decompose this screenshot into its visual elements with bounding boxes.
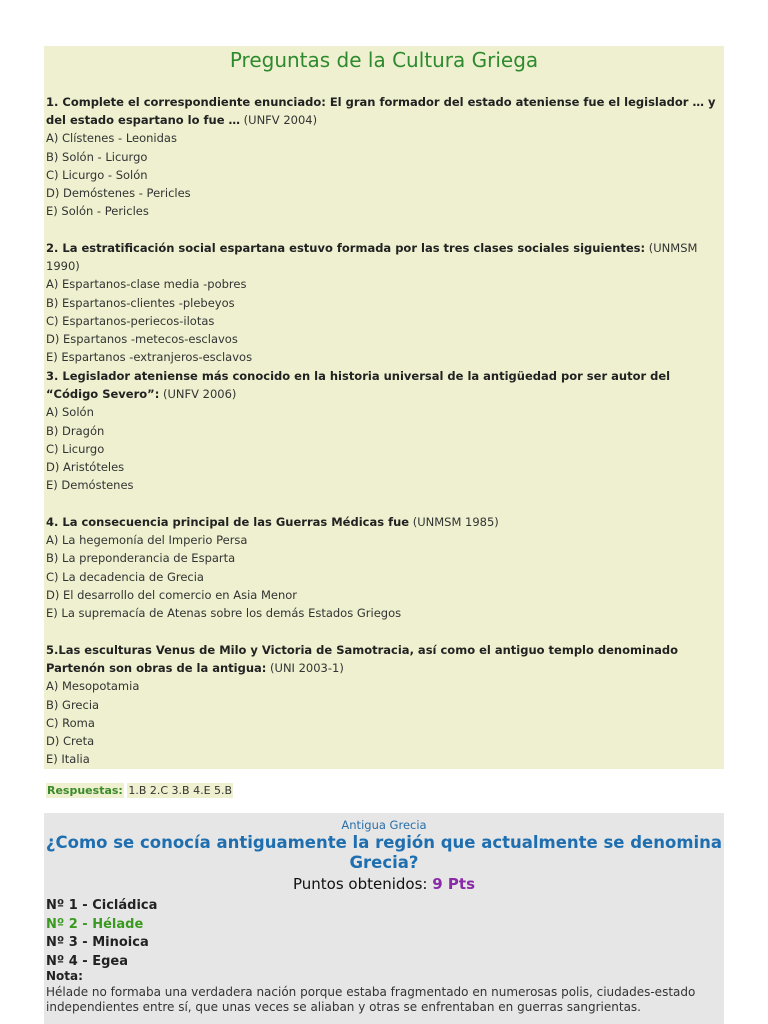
option-item: A) La hegemonía del Imperio Persa xyxy=(46,533,248,548)
option-item: C) La decadencia de Grecia xyxy=(46,569,204,584)
option-item: D) Demóstenes - Pericles xyxy=(46,186,191,201)
question-source: (UNFV 2004) xyxy=(243,113,318,128)
question-block xyxy=(46,513,722,622)
question-stem xyxy=(46,93,722,129)
option-item: A) Espartanos-clase media -pobres xyxy=(46,277,247,292)
question-block xyxy=(46,367,722,494)
quiz-options xyxy=(46,897,157,971)
option-item: B) Solón - Licurgo xyxy=(46,149,148,164)
option-item: E) Solón - Pericles xyxy=(46,204,149,219)
question-stem xyxy=(46,367,722,403)
question-text: 1. Complete el correspondiente enunciado: El gran formador del estado ateniense fue el legislador … y del estado espartano lo fue … xyxy=(46,95,716,128)
option-item: C) Roma xyxy=(46,715,95,730)
option-item: A) Clístenes - Leonidas xyxy=(46,131,177,146)
option-item: A) Mesopotamia xyxy=(46,679,140,694)
quiz-category-link[interactable]: Antigua Grecia xyxy=(341,818,427,832)
question-stem xyxy=(46,239,722,275)
question-text: 5.Las esculturas Venus de Milo y Victoria de Samotracia, así como el antiguo templo denominado Partenón son obras de la antigua: xyxy=(46,643,679,676)
points-value: 9 Pts xyxy=(432,875,476,893)
question-text: 3. Legislador ateniense más conocido en la historia universal de la antigüedad por ser autor del “Código Severo”: xyxy=(46,369,671,402)
option-item: B) Espartanos-clientes -plebeyos xyxy=(46,295,235,310)
option-item: E) Italia xyxy=(46,752,90,767)
answers-line xyxy=(46,782,233,800)
quiz-option[interactable]: Nº 4 - Egea xyxy=(46,953,129,969)
option-item: C) Espartanos-periecos-ilotas xyxy=(46,313,215,328)
quiz-points xyxy=(44,874,724,894)
option-item: C) Licurgo xyxy=(46,441,105,456)
nota-label: Nota: xyxy=(46,969,83,983)
option-item: B) Grecia xyxy=(46,697,100,712)
question-block xyxy=(46,93,722,220)
nota-text: Hélade no formaba una verdadera nación porque estaba fragmentado en numerosas polis, ciudades-estado independientes entre sí, que unas veces se aliaban y otras se enfrentaban en guerras sangrientas. xyxy=(46,985,696,1014)
question-stem xyxy=(46,513,722,531)
option-item: E) La supremacía de Atenas sobre los demás Estados Griegos xyxy=(46,606,402,621)
option-item: C) Licurgo - Solón xyxy=(46,167,148,182)
quiz-question: ¿Como se conocía antiguamente la región que actualmente se denomina Grecia? xyxy=(45,833,723,872)
option-item: D) Creta xyxy=(46,734,95,749)
quiz-option[interactable]: Nº 2 - Hélade xyxy=(46,916,144,932)
question-source: (UNMSM 1990) xyxy=(46,241,698,274)
question-source: (UNMSM 1985) xyxy=(412,515,499,529)
answers-value: 1.B 2.C 3.B 4.E 5.B xyxy=(128,784,233,797)
option-item: A) Solón xyxy=(46,405,94,420)
option-item: B) La preponderancia de Esparta xyxy=(46,551,236,566)
question-source: (UNI 2003-1) xyxy=(270,661,344,676)
points-label: Puntos obtenidos: xyxy=(292,875,428,893)
quiz-option[interactable]: Nº 3 - Minoica xyxy=(46,935,149,950)
question-source: (UNFV 2006) xyxy=(162,387,237,402)
question-stem xyxy=(46,641,722,677)
question-text: 4. La consecuencia principal de las Guerras Médicas fue xyxy=(46,515,410,529)
question-text: 2. La estratificación social espartana estuvo formada por las tres clases sociales siguientes: xyxy=(46,241,646,255)
option-item: E) Espartanos -extranjeros-esclavos xyxy=(46,350,253,365)
quiz-option[interactable]: Nº 1 - Cicládica xyxy=(46,898,158,913)
question-block xyxy=(46,641,722,768)
option-item: D) Aristóteles xyxy=(46,460,125,475)
option-item: D) El desarrollo del comercio en Asia Menor xyxy=(46,587,298,602)
option-item: E) Demóstenes xyxy=(46,478,134,493)
answers-label: Respuestas: xyxy=(47,784,123,797)
option-item: B) Dragón xyxy=(46,423,105,438)
question-block xyxy=(46,239,722,366)
page-title: Preguntas de la Cultura Griega xyxy=(229,48,539,72)
option-item: D) Espartanos -metecos-esclavos xyxy=(46,332,238,347)
